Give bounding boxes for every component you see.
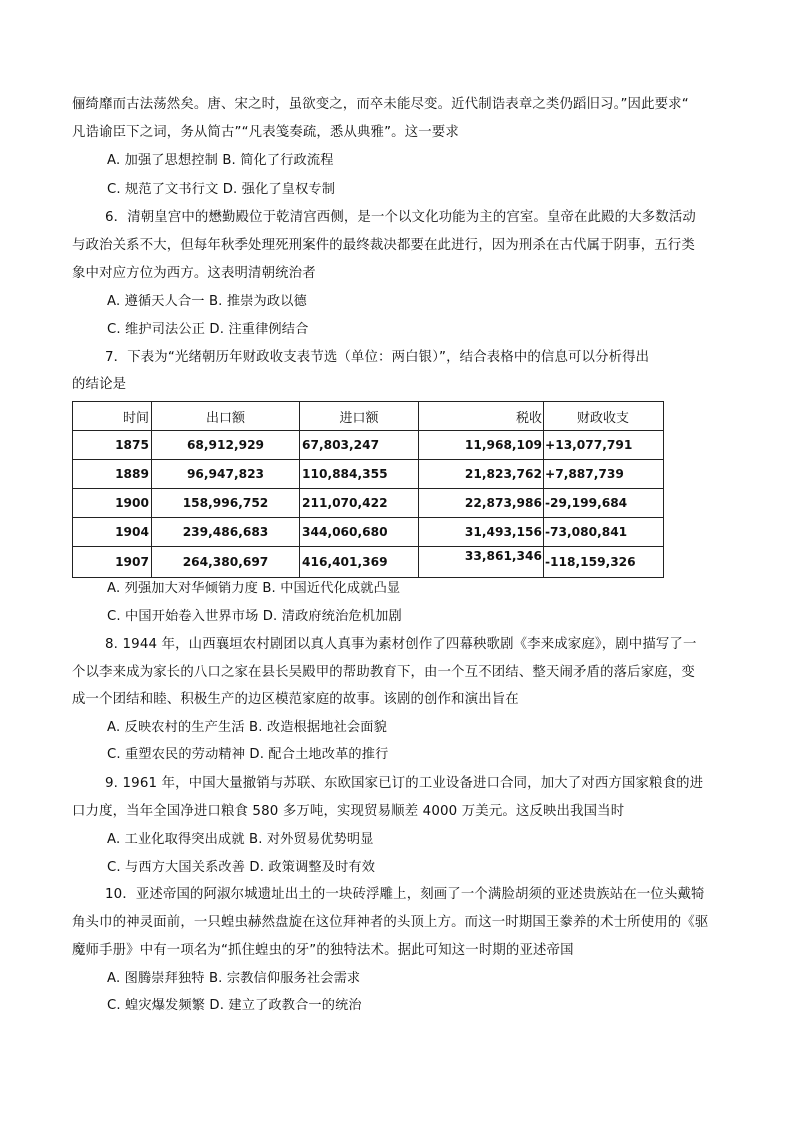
table-row bbox=[73, 547, 664, 578]
answer-options-line: A. 加强了思想控制 B. 简化了行政流程 bbox=[107, 153, 334, 168]
cell-balance: -118,159,326 bbox=[544, 547, 664, 578]
question-text-line: 魔师手册》中有一项名为“抓住蝗虫的牙”的独特法术。据此可知这一时期的亚述帝国 bbox=[72, 943, 574, 958]
cell-tax: 31,493,156 bbox=[419, 518, 544, 547]
cell-import: 344,060,680 bbox=[300, 518, 419, 547]
answer-options-line: C. 维护司法公正 D. 注重律例结合 bbox=[107, 322, 309, 337]
cell-year: 1904 bbox=[73, 518, 152, 547]
cell-export: 264,380,697 bbox=[152, 547, 300, 578]
header-balance: 财政收支 bbox=[544, 402, 664, 431]
question-text-line: 俪绮靡而古法荡然矣。唐、宋之时，虽欲变之，而卒未能尽变。近代制诰表章之类仍蹈旧习。”因此要求“ bbox=[72, 97, 689, 112]
question-text-line: 的结论是 bbox=[72, 377, 127, 392]
answer-options-line: A. 图腾崇拜独特 B. 宗教信仰服务社会需求 bbox=[107, 971, 361, 986]
question-text-line: 8. 1944 年，山西襄垣农村剧团以真人真事为素材创作了四幕秧歌剧《李来成家庭》，剧中描写了一 bbox=[105, 637, 697, 652]
answer-options-line: A. 列强加大对华倾销力度 B. 中国近代化成就凸显 bbox=[107, 581, 401, 596]
question-text-line: 10．亚述帝国的阿淑尔城遗址出土的一块砖浮雕上，刻画了一个满脸胡须的亚述贵族站在一位头戴犄 bbox=[105, 887, 705, 902]
header-tax: 税收 bbox=[419, 402, 544, 431]
cell-tax: 33,861,346 bbox=[419, 547, 544, 578]
cell-export: 158,996,752 bbox=[152, 489, 300, 518]
table-row bbox=[73, 431, 664, 460]
question-text-line: 与政治关系不大，但每年秋季处理死刑案件的最终裁决都要在此进行，因为刑杀在古代属于阴事，五行类 bbox=[72, 238, 695, 253]
answer-options-line: A. 工业化取得突出成就 B. 对外贸易优势明显 bbox=[107, 832, 374, 847]
answer-options-line: C. 与西方大国关系改善 D. 政策调整及时有效 bbox=[107, 860, 376, 875]
question-text-line: 凡诰谕臣下之词，务从简古”“凡表笺奏疏，悉从典雅”。这一要求 bbox=[72, 125, 459, 140]
question-text-line: 7．下表为“光绪朝历年财政收支表节选（单位：两白银）”，结合表格中的信息可以分析得出 bbox=[105, 350, 650, 365]
cell-year: 1900 bbox=[73, 489, 152, 518]
header-import: 进口额 bbox=[300, 402, 419, 431]
table-header-row bbox=[73, 402, 664, 431]
question-text-line: 角头巾的神灵面前，一只蝗虫赫然盘旋在这位拜神者的头顶上方。而这一时期国王豢养的术士所使用的《驱 bbox=[72, 915, 709, 930]
table-row bbox=[73, 460, 664, 489]
finance-table bbox=[72, 401, 664, 578]
answer-options-line: A. 反映农村的生产生活 B. 改造根据地社会面貌 bbox=[107, 720, 387, 735]
answer-options-line: C. 规范了文书行文 D. 强化了皇权专制 bbox=[107, 182, 336, 197]
cell-import: 67,803,247 bbox=[300, 431, 419, 460]
cell-export: 96,947,823 bbox=[152, 460, 300, 489]
answer-options-line: C. 蝗灾爆发频繁 D. 建立了政教合一的统治 bbox=[107, 998, 362, 1013]
question-text-line: 6．清朝皇宫中的懋勤殿位于乾清宫西侧，是一个以文化功能为主的宫室。皇帝在此殿的大多数活动 bbox=[105, 210, 696, 225]
cell-import: 416,401,369 bbox=[300, 547, 419, 578]
cell-export: 239,486,683 bbox=[152, 518, 300, 547]
header-export: 出口额 bbox=[152, 402, 300, 431]
cell-tax: 11,968,109 bbox=[419, 431, 544, 460]
answer-options-line: A. 遵循天人合一 B. 推崇为政以德 bbox=[107, 294, 307, 309]
cell-balance: +13,077,791 bbox=[544, 431, 664, 460]
question-text-line: 9. 1961 年，中国大量撤销与苏联、东欧国家已订的工业设备进口合同，加大了对西方国家粮食的进 bbox=[105, 776, 704, 791]
cell-import: 110,884,355 bbox=[300, 460, 419, 489]
cell-balance: +7,887,739 bbox=[544, 460, 664, 489]
question-text-line: 象中对应方位为西方。这表明清朝统治者 bbox=[72, 266, 316, 281]
question-text-line: 口力度，当年全国净进口粮食 580 多万吨，实现贸易顺差 4000 万美元。这反映出我国当时 bbox=[72, 804, 625, 819]
table-row bbox=[73, 518, 664, 547]
cell-tax: 22,873,986 bbox=[419, 489, 544, 518]
answer-options-line: C. 中国开始卷入世界市场 D. 清政府统治危机加剧 bbox=[107, 609, 402, 624]
table-row bbox=[73, 489, 664, 518]
cell-export: 68,912,929 bbox=[152, 431, 300, 460]
header-year: 时间 bbox=[73, 402, 152, 431]
cell-tax: 21,823,762 bbox=[419, 460, 544, 489]
question-text-line: 成一个团结和睦、积极生产的边区模范家庭的故事。该剧的创作和演出旨在 bbox=[72, 692, 519, 707]
cell-balance: -29,199,684 bbox=[544, 489, 664, 518]
cell-year: 1907 bbox=[73, 547, 152, 578]
answer-options-line: C. 重塑农民的劳动精神 D. 配合土地改革的推行 bbox=[107, 747, 389, 762]
cell-balance: -73,080,841 bbox=[544, 518, 664, 547]
cell-year: 1875 bbox=[73, 431, 152, 460]
cell-year: 1889 bbox=[73, 460, 152, 489]
cell-import: 211,070,422 bbox=[300, 489, 419, 518]
question-text-line: 个以李来成为家长的八口之家在县长吴殿甲的帮助教育下，由一个互不团结、整天闹矛盾的落后家庭，变 bbox=[72, 665, 695, 680]
